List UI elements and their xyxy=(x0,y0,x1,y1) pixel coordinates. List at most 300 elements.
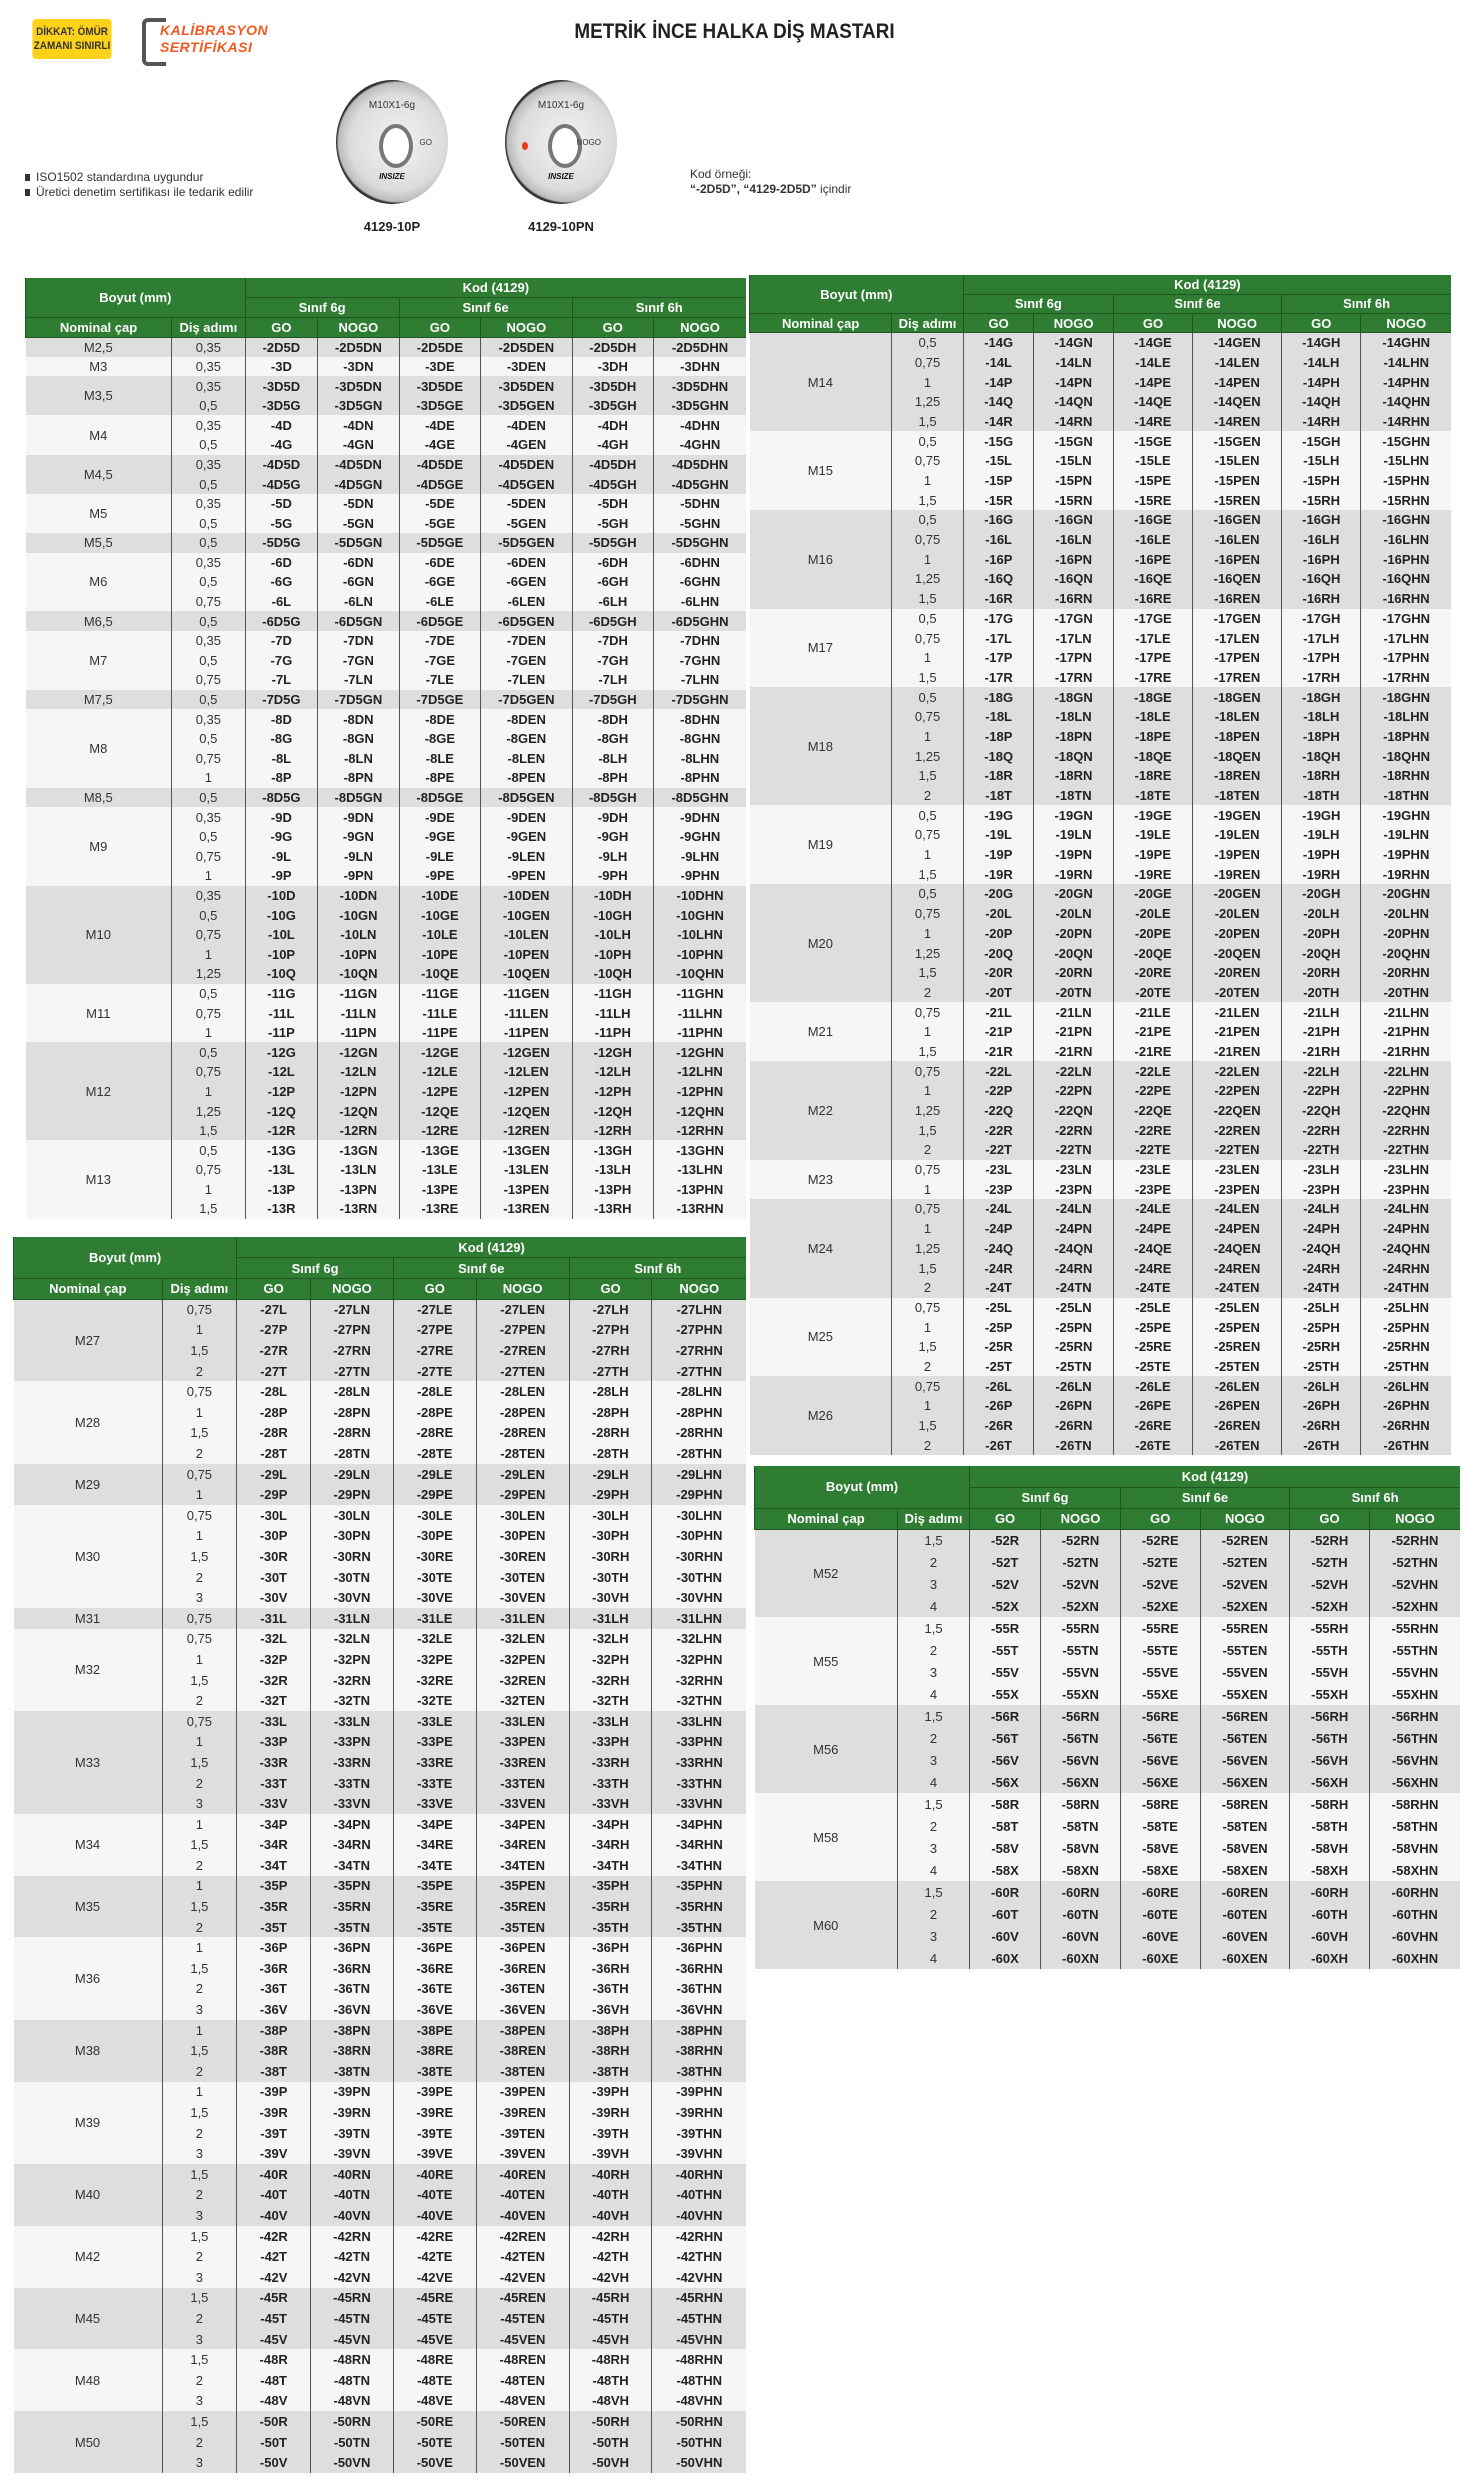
code-nogo-6h: -27RHN xyxy=(652,1340,746,1361)
code-nogo-6h: -27PHN xyxy=(652,1320,746,1341)
code-go-6g: -21R xyxy=(963,1042,1034,1062)
code-nogo-6e: -38TEN xyxy=(476,2061,569,2082)
thread-pitch: 1 xyxy=(162,1402,237,1423)
thread-pitch: 0,75 xyxy=(172,1003,246,1023)
code-go-6e: -26RE xyxy=(1113,1416,1192,1436)
thread-pitch: 1 xyxy=(162,1814,237,1835)
thread-pitch: 1,5 xyxy=(898,1881,970,1903)
table-row xyxy=(750,1160,1452,1180)
code-go-6g: -8L xyxy=(245,749,318,769)
code-go-6g: -24Q xyxy=(963,1239,1034,1259)
code-go-6g: -36P xyxy=(237,1937,311,1958)
code-go-6e: -39VE xyxy=(393,2143,476,2164)
code-go-6h: -13RH xyxy=(572,1199,653,1219)
feature-item: ISO1502 standardına uygundur xyxy=(25,170,253,185)
thread-pitch: 0,75 xyxy=(172,925,246,945)
code-go-6e: -55XE xyxy=(1120,1683,1200,1705)
go-header: GO xyxy=(245,317,318,337)
code-nogo-6e: -2D5DEN xyxy=(481,337,572,357)
code-go-6e: -4D5GE xyxy=(399,474,480,494)
code-go-6h: -2D5DH xyxy=(572,337,653,357)
code-go-6h: -19RH xyxy=(1282,864,1361,884)
code-go-6g: -3D5G xyxy=(245,396,318,416)
code-nogo-6h: -18GHN xyxy=(1361,687,1451,707)
code-go-6h: -15GH xyxy=(1282,431,1361,451)
code-nogo-6h: -21PHN xyxy=(1361,1022,1451,1042)
code-nogo-6g: -26PN xyxy=(1034,1396,1113,1416)
table-row xyxy=(26,533,747,553)
code-go-6g: -40T xyxy=(237,2185,311,2206)
table-row xyxy=(26,807,747,827)
code-nogo-6g: -16GN xyxy=(1034,510,1113,530)
thread-pitch: 0,35 xyxy=(172,455,246,475)
thread-pitch: 3 xyxy=(162,2267,237,2288)
code-go-6h: -14QH xyxy=(1282,392,1361,412)
code-nogo-6e: -30LEN xyxy=(476,1505,569,1526)
code-nogo-6h: -7GHN xyxy=(654,651,746,671)
code-nogo-6e: -25TEN xyxy=(1193,1357,1282,1377)
code-nogo-6h: -40THN xyxy=(652,2185,746,2206)
thread-pitch: 0,5 xyxy=(172,1042,246,1062)
thread-pitch: 3 xyxy=(898,1837,970,1859)
code-go-6g: -21P xyxy=(963,1022,1034,1042)
thread-pitch: 0,75 xyxy=(172,1062,246,1082)
code-go-6g: -20P xyxy=(963,924,1034,944)
code-nogo-6e: -22PEN xyxy=(1193,1081,1282,1101)
code-go-6g: -6L xyxy=(245,592,318,612)
code-nogo-6e: -33TEN xyxy=(476,1773,569,1794)
thread-pitch: 0,75 xyxy=(892,628,964,648)
thread-pitch: 1 xyxy=(172,768,246,788)
code-nogo-6g: -21RN xyxy=(1034,1042,1113,1062)
code-go-6e: -27RE xyxy=(393,1340,476,1361)
code-nogo-6g: -31LN xyxy=(311,1608,394,1629)
code-go-6h: -27RH xyxy=(569,1340,652,1361)
thread-pitch: 3 xyxy=(162,2143,237,2164)
code-go-6e: -15GE xyxy=(1113,431,1192,451)
nogo-header: NOGO xyxy=(476,1278,569,1299)
code-nogo-6e: -30REN xyxy=(476,1546,569,1567)
code-nogo-6e: -26LEN xyxy=(1193,1376,1282,1396)
code-go-6e: -9DE xyxy=(399,807,480,827)
code-nogo-6g: -55VN xyxy=(1041,1661,1121,1683)
code-go-6e: -56TE xyxy=(1120,1727,1200,1749)
code-go-6h: -60TH xyxy=(1290,1903,1370,1925)
code-go-6e: -33PE xyxy=(393,1732,476,1753)
code-go-6e: -36RE xyxy=(393,1958,476,1979)
code-go-6e: -24RE xyxy=(1113,1258,1192,1278)
code-go-6h: -24TH xyxy=(1282,1278,1361,1298)
code-nogo-6h: -30RHN xyxy=(652,1546,746,1567)
code-nogo-6h: -9GHN xyxy=(654,827,746,847)
code-go-6e: -34TE xyxy=(393,1855,476,1876)
code-go-6g: -38P xyxy=(237,2020,311,2041)
code-go-6h: -33PH xyxy=(569,1732,652,1753)
code-nogo-6e: -26TEN xyxy=(1193,1435,1282,1455)
nominal-diameter: M6,5 xyxy=(26,611,172,631)
nominal-diameter: M55 xyxy=(755,1617,898,1705)
code-go-6e: -22QE xyxy=(1113,1101,1192,1121)
code-go-6e: -5DE xyxy=(399,494,480,514)
class-header: Sınıf 6h xyxy=(572,298,746,318)
thread-pitch: 0,75 xyxy=(892,707,964,727)
code-go-6e: -38TE xyxy=(393,2061,476,2082)
product-code-nogo: 4129-10PN xyxy=(528,219,594,234)
code-nogo-6h: -7LHN xyxy=(654,670,746,690)
code-go-6e: -24QE xyxy=(1113,1239,1192,1259)
code-nogo-6g: -5DN xyxy=(318,494,399,514)
code-nogo-6g: -56VN xyxy=(1041,1749,1121,1771)
thread-pitch: 1,5 xyxy=(172,1199,246,1219)
go-header: GO xyxy=(393,1278,476,1299)
code-nogo-6h: -4GHN xyxy=(654,435,746,455)
code-go-6g: -17R xyxy=(963,668,1034,688)
nogo-header: NOGO xyxy=(1369,1508,1460,1529)
code-nogo-6h: -12GHN xyxy=(654,1042,746,1062)
go-header: GO xyxy=(569,1278,652,1299)
code-nogo-6e: -27TEN xyxy=(476,1361,569,1382)
code-go-6g: -35P xyxy=(237,1876,311,1897)
nominal-diameter: M8,5 xyxy=(26,788,172,808)
code-nogo-6h: -22RHN xyxy=(1361,1120,1451,1140)
gauge-marking: M10X1-6g xyxy=(368,100,416,111)
table-row xyxy=(26,494,747,514)
code-go-6g: -27P xyxy=(237,1320,311,1341)
code-nogo-6h: -56XHN xyxy=(1369,1771,1460,1793)
code-go-6e: -27TE xyxy=(393,1361,476,1382)
thread-pitch: 1 xyxy=(172,944,246,964)
code-nogo-6g: -30VN xyxy=(311,1587,394,1608)
table-row xyxy=(755,1705,1461,1727)
thread-pitch: 1,5 xyxy=(162,1958,237,1979)
table-row xyxy=(26,709,747,729)
code-nogo-6g: -11GN xyxy=(318,984,399,1004)
code-nogo-6g: -12RN xyxy=(318,1121,399,1141)
code-nogo-6e: -5DEN xyxy=(481,494,572,514)
code-nogo-6e: -29PEN xyxy=(476,1484,569,1505)
code-go-6e: -48TE xyxy=(393,2370,476,2391)
code-go-6g: -15P xyxy=(963,471,1034,491)
table-row xyxy=(26,1042,747,1062)
code-go-6g: -9P xyxy=(245,866,318,886)
code-nogo-6h: -30LHN xyxy=(652,1505,746,1526)
nominal-diameter-header: Nominal çap xyxy=(755,1508,898,1529)
code-nogo-6e: -52REN xyxy=(1200,1529,1290,1551)
code-nogo-6h: -28LHN xyxy=(652,1381,746,1402)
code-go-6h: -6LH xyxy=(572,592,653,612)
code-nogo-6h: -24PHN xyxy=(1361,1219,1451,1239)
code-go-6e: -14QE xyxy=(1113,392,1192,412)
table-row xyxy=(750,609,1452,629)
code-nogo-6h: -39THN xyxy=(652,2123,746,2144)
code-nogo-6g: -56TN xyxy=(1041,1727,1121,1749)
code-go-6h: -20PH xyxy=(1282,924,1361,944)
code-nogo-6e: -7LEN xyxy=(481,670,572,690)
code-nogo-6h: -8DHN xyxy=(654,709,746,729)
code-nogo-6h: -9PHN xyxy=(654,866,746,886)
thread-pitch: 0,5 xyxy=(172,474,246,494)
code-go-6e: -25TE xyxy=(1113,1357,1192,1377)
code-example-codes: “-2D5D”, “4129-2D5D” xyxy=(690,182,817,196)
code-nogo-6g: -33RN xyxy=(311,1752,394,1773)
nominal-diameter: M12 xyxy=(26,1042,172,1140)
code-nogo-6e: -14PEN xyxy=(1193,372,1282,392)
code-go-6e: -26PE xyxy=(1113,1396,1192,1416)
code-go-6e: -7LE xyxy=(399,670,480,690)
code-go-6g: -13L xyxy=(245,1160,318,1180)
code-example-label: Kod örneği: xyxy=(690,167,752,181)
code-go-6g: -30V xyxy=(237,1587,311,1608)
table-row xyxy=(14,2164,747,2185)
code-nogo-6e: -60XEN xyxy=(1200,1947,1290,1969)
code-go-6e: -26LE xyxy=(1113,1376,1192,1396)
code-nogo-6g: -11LN xyxy=(318,1003,399,1023)
code-nogo-6g: -50VN xyxy=(311,2452,394,2473)
code-nogo-6e: -55VEN xyxy=(1200,1661,1290,1683)
code-nogo-6e: -19REN xyxy=(1193,864,1282,884)
code-nogo-6e: -22LEN xyxy=(1193,1061,1282,1081)
code-go-6h: -39PH xyxy=(569,2082,652,2103)
code-go-6e: -48RE xyxy=(393,2349,476,2370)
code-go-6g: -10D xyxy=(245,886,318,906)
code-go-6e: -18LE xyxy=(1113,707,1192,727)
thread-pitch: 4 xyxy=(898,1595,970,1617)
code-go-6g: -17G xyxy=(963,609,1034,629)
thread-pitch: 3 xyxy=(898,1573,970,1595)
nominal-diameter: M18 xyxy=(750,687,892,805)
code-go-6h: -18QH xyxy=(1282,746,1361,766)
thread-pitch: 0,75 xyxy=(172,670,246,690)
code-nogo-6h: -6D5GHN xyxy=(654,611,746,631)
code-go-6h: -4DH xyxy=(572,415,653,435)
nominal-diameter: M29 xyxy=(14,1464,163,1505)
code-go-6e: -10QE xyxy=(399,964,480,984)
code-nogo-6g: -7D5GN xyxy=(318,690,399,710)
code-nogo-6e: -58VEN xyxy=(1200,1837,1290,1859)
code-nogo-6h: -12QHN xyxy=(654,1101,746,1121)
code-go-6h: -25TH xyxy=(1282,1357,1361,1377)
code-go-6h: -16PH xyxy=(1282,549,1361,569)
thread-pitch: 1,5 xyxy=(162,1835,237,1856)
logo-line: SERTİFİKASI xyxy=(160,39,253,55)
code-nogo-6e: -8DEN xyxy=(481,709,572,729)
code-nogo-6g: -19RN xyxy=(1034,864,1113,884)
nominal-diameter: M42 xyxy=(14,2226,163,2288)
thread-pitch: 0,5 xyxy=(892,510,964,530)
table-row xyxy=(750,1061,1452,1081)
code-nogo-6e: -20TEN xyxy=(1193,983,1282,1003)
code-go-6g: -48V xyxy=(237,2391,311,2412)
code-go-6h: -52TH xyxy=(1290,1551,1370,1573)
code-nogo-6g: -34PN xyxy=(311,1814,394,1835)
code-go-6e: -52XE xyxy=(1120,1595,1200,1617)
code-go-6e: -8D5GE xyxy=(399,788,480,808)
code-go-6e: -9PE xyxy=(399,866,480,886)
code-nogo-6g: -29PN xyxy=(311,1484,394,1505)
thread-pitch: 0,5 xyxy=(892,333,964,353)
code-nogo-6h: -26THN xyxy=(1361,1435,1451,1455)
code-nogo-6g: -38TN xyxy=(311,2061,394,2082)
code-go-6e: -50TE xyxy=(393,2432,476,2453)
code-go-6e: -7GE xyxy=(399,651,480,671)
thread-pitch: 0,75 xyxy=(892,1160,964,1180)
code-nogo-6h: -33PHN xyxy=(652,1732,746,1753)
code-nogo-6g: -58XN xyxy=(1041,1859,1121,1881)
code-nogo-6e: -12LEN xyxy=(481,1062,572,1082)
code-go-6e: -10LE xyxy=(399,925,480,945)
code-nogo-6e: -18QEN xyxy=(1193,746,1282,766)
code-go-6h: -32RH xyxy=(569,1670,652,1691)
code-nogo-6e: -18GEN xyxy=(1193,687,1282,707)
code-nogo-6h: -21LHN xyxy=(1361,1002,1451,1022)
code-go-6g: -25T xyxy=(963,1357,1034,1377)
gauge-code-table-m14-to-m26 xyxy=(749,275,1451,1455)
code-go-6g: -50R xyxy=(237,2411,311,2432)
thread-pitch: 2 xyxy=(898,1639,970,1661)
code-nogo-6e: -6DEN xyxy=(481,553,572,573)
code-go-6e: -5GE xyxy=(399,513,480,533)
table-row xyxy=(14,1876,747,1897)
class-header: Sınıf 6g xyxy=(237,1258,394,1279)
nominal-diameter: M24 xyxy=(750,1199,892,1297)
code-nogo-6g: -56XN xyxy=(1041,1771,1121,1793)
code-nogo-6e: -34TEN xyxy=(476,1855,569,1876)
code-nogo-6e: -48VEN xyxy=(476,2391,569,2412)
code-nogo-6h: -17GHN xyxy=(1361,609,1451,629)
code-nogo-6h: -15RHN xyxy=(1361,490,1451,510)
code-nogo-6g: -15LN xyxy=(1034,451,1113,471)
code-go-6e: -17PE xyxy=(1113,648,1192,668)
code-nogo-6g: -60TN xyxy=(1041,1903,1121,1925)
thread-pitch: 1 xyxy=(172,1180,246,1200)
code-nogo-6g: -12LN xyxy=(318,1062,399,1082)
header-row xyxy=(14,1237,747,1258)
code-nogo-6e: -28PEN xyxy=(476,1402,569,1423)
code-nogo-6h: -12PHN xyxy=(654,1082,746,1102)
code-nogo-6h: -28PHN xyxy=(652,1402,746,1423)
nogo-ring-gauge-image xyxy=(505,80,617,204)
code-nogo-6h: -23LHN xyxy=(1361,1160,1451,1180)
code-nogo-6h: -26RHN xyxy=(1361,1416,1451,1436)
code-nogo-6e: -11GEN xyxy=(481,984,572,1004)
code-nogo-6g: -52XN xyxy=(1041,1595,1121,1617)
code-go-6g: -52V xyxy=(970,1573,1041,1595)
code-nogo-6h: -4D5DHN xyxy=(654,455,746,475)
code-nogo-6g: -3D5DN xyxy=(318,376,399,396)
code-go-6e: -8LE xyxy=(399,749,480,769)
table-row xyxy=(14,2411,747,2432)
code-nogo-6g: -6D5GN xyxy=(318,611,399,631)
code-go-6h: -19GH xyxy=(1282,805,1361,825)
code-go-6g: -55R xyxy=(970,1617,1041,1639)
code-go-6e: -30TE xyxy=(393,1567,476,1588)
code-nogo-6e: -24LEN xyxy=(1193,1199,1282,1219)
code-go-6g: -36R xyxy=(237,1958,311,1979)
code-nogo-6h: -25RHN xyxy=(1361,1337,1451,1357)
thread-pitch: 1 xyxy=(892,727,964,747)
thread-pitch: 1,5 xyxy=(162,2226,237,2247)
code-nogo-6g: -28PN xyxy=(311,1402,394,1423)
code-nogo-6e: -60REN xyxy=(1200,1881,1290,1903)
go-header: GO xyxy=(237,1278,311,1299)
code-nogo-6e: -12PEN xyxy=(481,1082,572,1102)
thread-pitch: 1,5 xyxy=(892,1337,964,1357)
code-nogo-6h: -18PHN xyxy=(1361,727,1451,747)
code-nogo-6h: -14RHN xyxy=(1361,412,1451,432)
code-go-6h: -40TH xyxy=(569,2185,652,2206)
code-go-6g: -48T xyxy=(237,2370,311,2391)
thread-pitch: 1 xyxy=(892,648,964,668)
code-go-6g: -13G xyxy=(245,1140,318,1160)
code-nogo-6e: -36VEN xyxy=(476,1999,569,2020)
code-go-6h: -32LH xyxy=(569,1629,652,1650)
code-nogo-6e: -19LEN xyxy=(1193,825,1282,845)
code-nogo-6g: -8LN xyxy=(318,749,399,769)
nominal-diameter: M15 xyxy=(750,431,892,510)
code-nogo-6h: -55THN xyxy=(1369,1639,1460,1661)
thread-pitch: 4 xyxy=(898,1683,970,1705)
code-nogo-6e: -48REN xyxy=(476,2349,569,2370)
code-nogo-6h: -9LHN xyxy=(654,847,746,867)
code-go-6g: -19L xyxy=(963,825,1034,845)
nominal-diameter: M30 xyxy=(14,1505,163,1608)
code-go-6e: -45TE xyxy=(393,2308,476,2329)
code-go-6h: -28TH xyxy=(569,1443,652,1464)
code-go-6h: -52XH xyxy=(1290,1595,1370,1617)
code-go-6e: -4GE xyxy=(399,435,480,455)
code-nogo-6e: -24QEN xyxy=(1193,1239,1282,1259)
code-nogo-6g: -6LN xyxy=(318,592,399,612)
code-go-6e: -8GE xyxy=(399,729,480,749)
code-nogo-6g: -17PN xyxy=(1034,648,1113,668)
nominal-diameter: M5 xyxy=(26,494,172,533)
code-go-6g: -35T xyxy=(237,1917,311,1938)
code-go-6g: -16G xyxy=(963,510,1034,530)
code-go-6e: -52RE xyxy=(1120,1529,1200,1551)
code-nogo-6h: -19LHN xyxy=(1361,825,1451,845)
code-nogo-6h: -14GHN xyxy=(1361,333,1451,353)
thread-pitch: 1,25 xyxy=(892,1101,964,1121)
code-go-6g: -13P xyxy=(245,1180,318,1200)
code-go-6g: -22L xyxy=(963,1061,1034,1081)
code-go-6h: -17GH xyxy=(1282,609,1361,629)
code-go-6e: -58RE xyxy=(1120,1793,1200,1815)
thread-pitch: 0,75 xyxy=(892,530,964,550)
thread-pitch: 1 xyxy=(892,1179,964,1199)
thread-pitch: 1,5 xyxy=(892,668,964,688)
code-go-6e: -39PE xyxy=(393,2082,476,2103)
code-nogo-6h: -6DHN xyxy=(654,553,746,573)
table-row xyxy=(26,611,747,631)
code-go-6h: -4GH xyxy=(572,435,653,455)
code-go-6e: -28TE xyxy=(393,1443,476,1464)
code-nogo-6e: -32LEN xyxy=(476,1629,569,1650)
thread-pitch: 1 xyxy=(892,372,964,392)
code-nogo-6g: -10GN xyxy=(318,905,399,925)
code-nogo-6h: -38THN xyxy=(652,2061,746,2082)
gauge-code-table-m52-to-m60 xyxy=(754,1466,1460,1969)
thread-pitch: 0,75 xyxy=(892,1298,964,1318)
thread-pitch: 1 xyxy=(892,924,964,944)
code-nogo-6g: -13PN xyxy=(318,1180,399,1200)
code-nogo-6e: -30TEN xyxy=(476,1567,569,1588)
code-go-6h: -50TH xyxy=(569,2432,652,2453)
code-nogo-6e: -52XEN xyxy=(1200,1595,1290,1617)
code-nogo-6h: -14QHN xyxy=(1361,392,1451,412)
code-go-6g: -11G xyxy=(245,984,318,1004)
code-go-6h: -30TH xyxy=(569,1567,652,1588)
nominal-diameter: M50 xyxy=(14,2411,163,2473)
